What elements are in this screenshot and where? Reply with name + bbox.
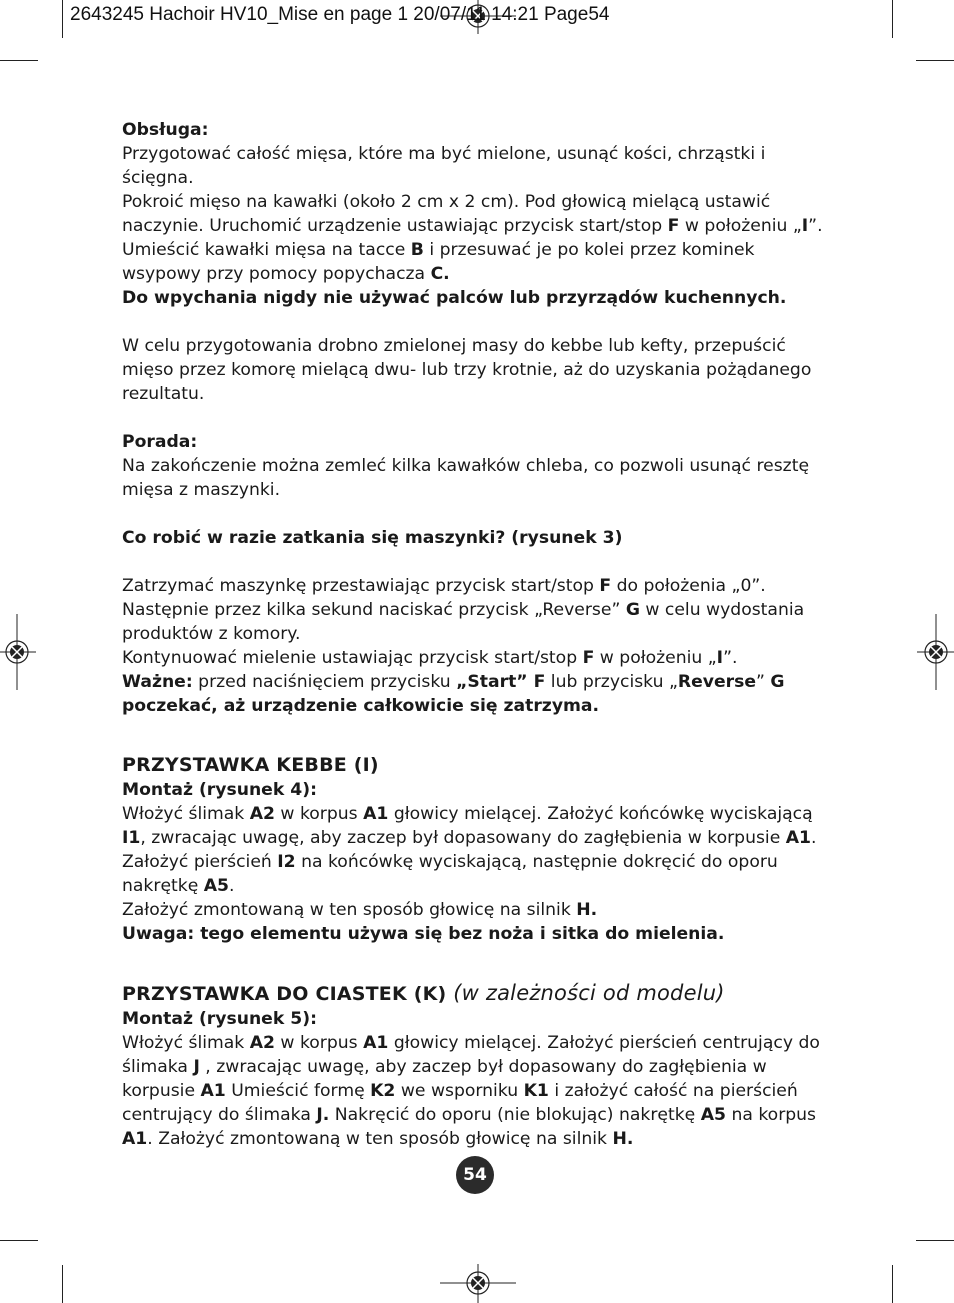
paragraph: Na zakończenie można zemleć kilka kawałków chleba, co pozwoli usunąć resztę mięsa z maszynki. — [122, 456, 810, 500]
paragraph: Pokroić mięso na kawałki (około 2 cm x 2 cm). Pod głowicą mielącą ustawić naczynie. Uruchomić urządzenie ustawiając przycisk start/stop F w położeniu „I”. — [122, 192, 823, 236]
paragraph: Włożyć ślimak A2 w korpus A1 głowicy mielącej. Założyć końcówkę wyciskającą I1, zwracając uwagę, aby zaczep był dopasowany do zagłębienia w korpusie A1. Założyć pierścień I2 na końcówkę wyciskającą, następnie dokręcić do oporu nakrętkę A5. — [122, 804, 817, 896]
subsection-title: Montaż (rysunek 4): — [122, 780, 317, 800]
crop-mark — [916, 60, 954, 61]
warning-text: Uwaga: tego elementu używa się bez noża i sitka do mielenia. — [122, 924, 725, 944]
section-title: Co robić w razie zatkania się maszynki? (rysunek 3) — [122, 528, 623, 548]
warning-text: Do wpychania nigdy nie używać palców lub przyrządów kuchennych. — [122, 288, 787, 308]
crop-mark — [916, 1240, 954, 1241]
section-heading: PRZYSTAWKA DO CIASTEK (K) (w zależności od modelu) — [122, 981, 725, 1005]
paragraph: Kontynuować mielenie ustawiając przycisk start/stop F w położeniu „I”. — [122, 648, 738, 668]
registration-mark-icon — [440, 1264, 516, 1303]
section-title: Obsługa: — [122, 120, 209, 140]
page-content — [122, 118, 834, 1151]
paragraph: Umieścić kawałki mięsa na tacce B i przesuwać je po kolei przez kominek wsypowy przy pomocy popychacza C. — [122, 240, 755, 284]
crop-mark — [0, 60, 38, 61]
crop-mark — [892, 0, 893, 38]
important-note: Ważne: przed naciśnięciem przycisku „Start” F lub przycisku „Reverse” G poczekać, aż urządzenie całkowicie się zatrzyma. — [122, 672, 785, 716]
paragraph: W celu przygotowania drobno zmielonej masy do kebbe lub kefty, przepuścić mięso przez komorę mielącą dwu- lub trzy krotnie, aż do uzyskania pożądanego rezultatu. — [122, 336, 812, 404]
paragraph: Następnie przez kilka sekund naciskać przycisk „Reverse” G w celu wydostania produktów z komory. — [122, 600, 805, 644]
paragraph: Zatrzymać maszynkę przestawiając przycisk start/stop F do położenia „0”. — [122, 576, 766, 596]
registration-mark-icon — [917, 614, 954, 690]
crop-mark — [62, 0, 63, 38]
registration-mark-icon — [0, 614, 36, 690]
print-header: 2643245 Hachoir HV10_Mise en page 1 20/07/11 14:21 Page54 — [70, 4, 610, 25]
page-number: 54 — [456, 1156, 494, 1194]
section-heading: PRZYSTAWKA KEBBE (I) — [122, 754, 379, 776]
crop-mark — [892, 1265, 893, 1303]
paragraph: Włożyć ślimak A2 w korpus A1 głowicy mielącej. Założyć pierścień centrujący do ślimaka J , zwracając uwagę, aby zaczep był dopasowany do zagłębienia w korpusie A1 Umieścić formę K2 we wsporniku K1 i założyć całość na pierścień centrujący do ślimaka J. Nakręcić do oporu (nie blokując) nakrętkę A5 na korpus A1. Założyć zmontowaną w ten sposób głowicę na silnik H. — [122, 1033, 820, 1149]
paragraph: Przygotować całość mięsa, które ma być mielone, usunąć kości, chrząstki i ścięgna. — [122, 144, 766, 188]
crop-mark — [0, 1240, 38, 1241]
paragraph: Założyć zmontowaną w ten sposób głowicę na silnik H. — [122, 900, 598, 920]
section-title: Porada: — [122, 432, 198, 452]
subsection-title: Montaż (rysunek 5): — [122, 1009, 317, 1029]
crop-mark — [62, 1265, 63, 1303]
